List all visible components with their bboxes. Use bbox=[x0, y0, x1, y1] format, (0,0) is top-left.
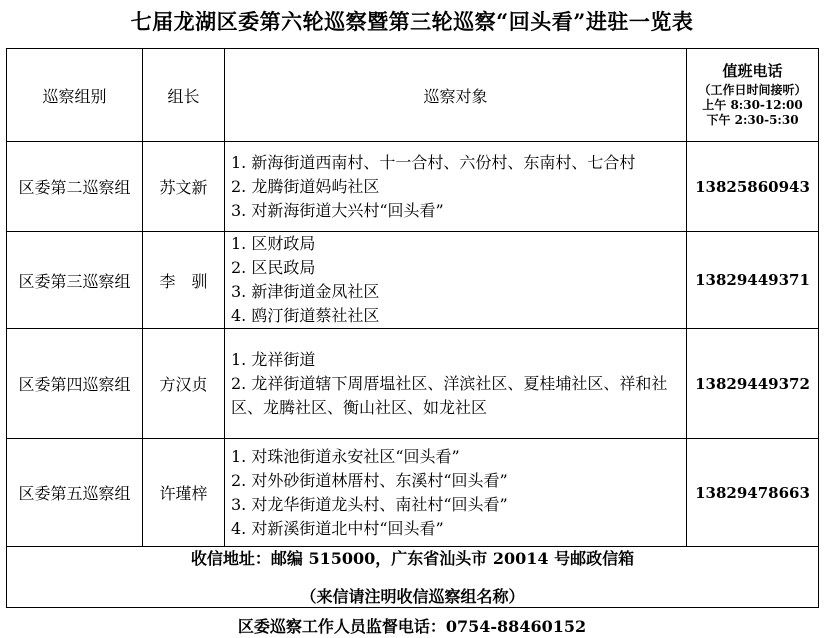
target-item: 3. 新津街道金凤社区 bbox=[231, 282, 380, 301]
header-phone-title: 值班电话 bbox=[722, 62, 783, 81]
table-row bbox=[7, 232, 819, 329]
target-item: 4. 对新溪街道北中村“回头看” bbox=[231, 518, 444, 538]
header-leader: 组长 bbox=[143, 49, 225, 142]
target-item: 4. 鸥汀街道蔡社社区 bbox=[231, 306, 380, 325]
table-row bbox=[7, 329, 819, 439]
duty-phone: 13825860943 bbox=[687, 142, 819, 232]
inspection-table bbox=[6, 48, 819, 608]
duty-phone: 13829478663 bbox=[687, 439, 819, 547]
leader-name: 李 驯 bbox=[143, 232, 225, 329]
target-list bbox=[225, 329, 687, 439]
mailing-info bbox=[7, 547, 819, 608]
table-header-row bbox=[7, 49, 819, 142]
table-row bbox=[7, 142, 819, 232]
duty-phone: 13829449372 bbox=[687, 329, 819, 439]
duty-phone: 13829449371 bbox=[687, 232, 819, 329]
group-name: 区委第四巡察组 bbox=[7, 329, 143, 439]
table-row bbox=[7, 439, 819, 547]
target-item: 2. 对外砂街道林厝村、东溪村“回头看” bbox=[231, 470, 508, 490]
target-item: 2. 龙腾街道妈屿社区 bbox=[231, 176, 380, 196]
group-name: 区委第二巡察组 bbox=[7, 142, 143, 232]
target-list bbox=[225, 439, 687, 547]
target-list bbox=[225, 232, 687, 329]
mailing-address: 收信地址：邮编 515000，广东省汕头市 20014 号邮政信箱 bbox=[190, 549, 635, 568]
leader-name: 许瑾梓 bbox=[143, 439, 225, 547]
header-phone-am: 上午 8:30-12:00 bbox=[702, 97, 803, 112]
target-item: 1. 对珠池街道永安社区“回头看” bbox=[231, 446, 460, 466]
page-title: 七届龙湖区委第六轮巡察暨第三轮巡察“回头看”进驻一览表 bbox=[130, 9, 694, 34]
header-phone-pm: 下午 2:30-5:30 bbox=[706, 112, 799, 127]
header-phone bbox=[687, 49, 819, 142]
header-group: 巡察组别 bbox=[7, 49, 143, 142]
header-targets: 巡察对象 bbox=[225, 49, 687, 142]
mailing-note: （来信请注明收信巡察组名称） bbox=[300, 587, 525, 606]
target-list bbox=[225, 142, 687, 232]
target-item: 1. 区财政局 bbox=[231, 234, 316, 253]
leader-name: 方汉贞 bbox=[143, 329, 225, 439]
leader-name: 苏文新 bbox=[143, 142, 225, 232]
group-name: 区委第五巡察组 bbox=[7, 439, 143, 547]
target-item: 1. 新海街道西南村、十一合村、六份村、东南村、七合村 bbox=[231, 152, 636, 172]
header-phone-note: （工作日时间接听） bbox=[698, 82, 807, 97]
group-name: 区委第三巡察组 bbox=[7, 232, 143, 329]
footer-row bbox=[7, 547, 819, 608]
target-item: 1. 龙祥街道 bbox=[231, 349, 316, 369]
target-item: 3. 对龙华街道龙头村、南社村“回头看” bbox=[231, 494, 508, 514]
target-item: 3. 对新海街道大兴村“回头看” bbox=[231, 200, 444, 220]
target-item: 2. 龙祥街道辖下周厝塭社区、洋滨社区、夏桂埔社区、祥和社区、龙腾社区、衡山社区、如龙社区 bbox=[231, 373, 668, 417]
target-item: 2. 区民政局 bbox=[231, 258, 316, 277]
supervision-phone: 区委巡察工作人员监督电话：0754-88460152 bbox=[237, 617, 587, 636]
